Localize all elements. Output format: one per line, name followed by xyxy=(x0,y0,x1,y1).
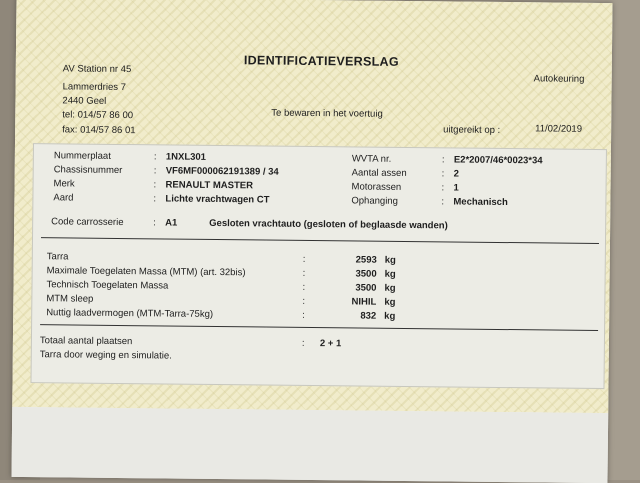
keuring-label: Autokeuring xyxy=(533,73,585,85)
mass-colon: : xyxy=(302,267,306,279)
tow-mass-value: NIHIL xyxy=(351,296,377,308)
field-colon: : xyxy=(441,168,445,180)
max-mass-value: 3500 xyxy=(355,268,377,280)
axle-count-value: 2 xyxy=(453,168,460,180)
chassis-number-value: VF6MF000062191389 / 34 xyxy=(165,165,279,178)
field-label: Ophanging xyxy=(351,195,398,207)
document-title: IDENTIFICATIEVERSLAG xyxy=(243,53,400,69)
mass-unit: kg xyxy=(384,254,396,266)
mass-colon: : xyxy=(302,281,306,293)
mass-label: Maximale Toegelaten Massa (MTM) (art. 32bis) xyxy=(46,265,246,279)
payload-value: 832 xyxy=(360,310,377,322)
issued-date: 11/02/2019 xyxy=(535,123,583,135)
section-divider xyxy=(40,324,598,331)
mass-label: Technisch Toegelaten Massa xyxy=(46,279,169,292)
field-label: Chassisnummer xyxy=(53,164,123,177)
field-colon: : xyxy=(441,182,445,194)
tare-note: Tarra door weging en simulatie. xyxy=(39,349,172,362)
wvta-number-value: E2*2007/46*0023*34 xyxy=(453,154,543,167)
seats-colon: : xyxy=(301,337,305,349)
field-colon: : xyxy=(441,196,445,208)
seats-label: Totaal aantal plaatsen xyxy=(39,335,133,348)
keep-in-vehicle-note: Te bewaren in het voertuig xyxy=(271,107,383,120)
mass-unit: kg xyxy=(384,310,396,322)
vehicle-kind-value: Lichte vrachtwagen CT xyxy=(165,193,270,206)
body-code-value: A1 xyxy=(165,217,178,229)
field-colon: : xyxy=(153,193,157,205)
field-colon: : xyxy=(441,154,445,166)
license-plate-value: 1NXL301 xyxy=(165,151,207,163)
drive-axles-value: 1 xyxy=(453,182,459,194)
body-code-label: Code carrosserie xyxy=(51,216,124,229)
mass-label: MTM sleep xyxy=(46,293,94,305)
suspension-value: Mechanisch xyxy=(453,196,508,209)
field-label: Merk xyxy=(53,178,75,190)
field-label: Motorassen xyxy=(351,181,402,193)
identification-data-box xyxy=(30,143,606,389)
mass-label: Nuttig laadvermogen (MTM-Tarra-75kg) xyxy=(46,307,214,320)
field-colon: : xyxy=(153,217,156,229)
document-sheet xyxy=(12,0,613,483)
address-phone: tel: 014/57 86 00 xyxy=(62,109,134,122)
field-label: WVTA nr. xyxy=(351,153,392,165)
mass-unit: kg xyxy=(384,296,396,308)
seats-value: 2 + 1 xyxy=(319,338,342,350)
mass-label: Tarra xyxy=(46,251,69,263)
field-label: Aantal assen xyxy=(351,167,407,179)
mass-colon: : xyxy=(302,309,305,321)
mass-unit: kg xyxy=(384,282,396,294)
field-label: Aard xyxy=(53,192,74,204)
mass-unit: kg xyxy=(384,268,396,280)
mass-colon: : xyxy=(302,253,306,265)
field-colon: : xyxy=(153,179,157,191)
issued-label: uitgereikt op : xyxy=(443,124,501,136)
body-description: Gesloten vrachtauto (gesloten of beglaasde wanden) xyxy=(209,217,448,232)
address-line-3: 2440 Geel xyxy=(62,95,107,107)
address-line-1: AV Station nr 45 xyxy=(62,63,132,76)
blank-lower-area xyxy=(12,407,609,483)
field-colon: : xyxy=(153,151,157,163)
technical-mass-value: 3500 xyxy=(355,282,377,294)
brand-value: RENAULT MASTER xyxy=(165,179,254,192)
section-divider xyxy=(41,237,599,244)
address-fax: fax: 014/57 86 01 xyxy=(62,124,136,137)
mass-colon: : xyxy=(302,295,306,307)
field-label: Nummerplaat xyxy=(53,150,111,162)
tare-value: 2593 xyxy=(355,254,377,266)
address-line-2: Lammerdries 7 xyxy=(62,81,127,94)
field-colon: : xyxy=(153,165,157,177)
